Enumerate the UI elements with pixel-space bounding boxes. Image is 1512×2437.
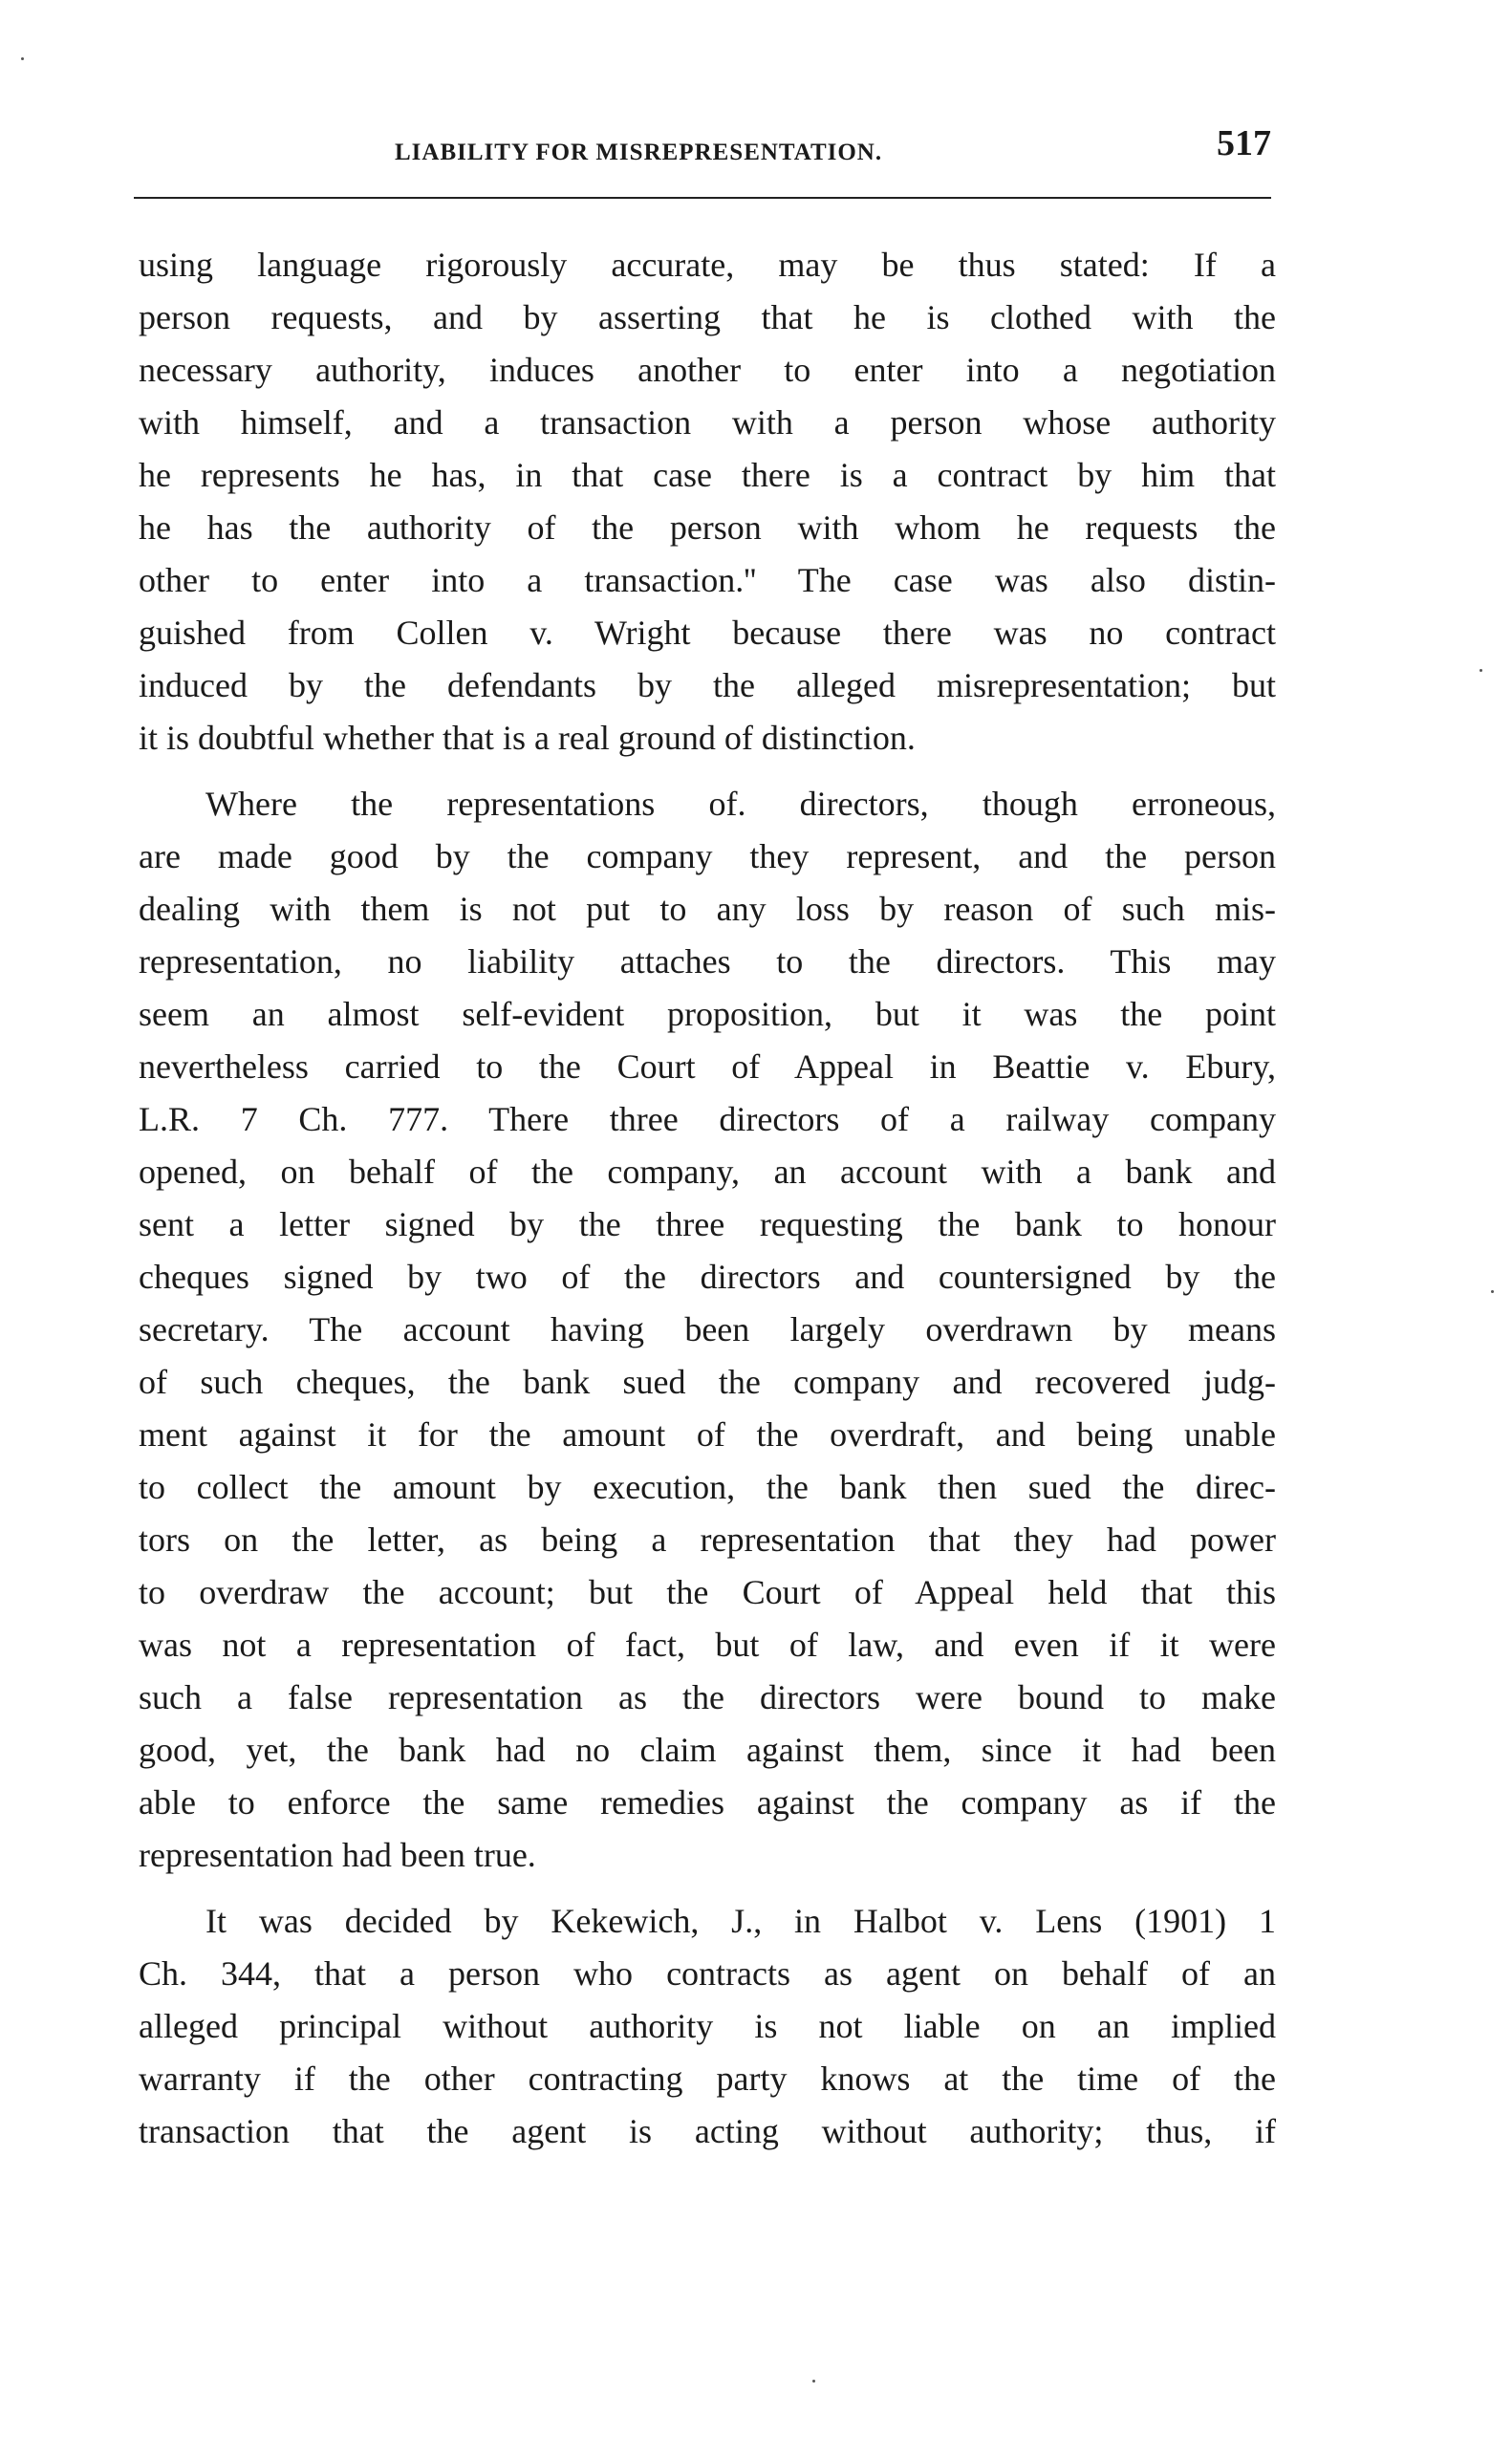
text-line: guished from Collen v. Wright because there was no contract xyxy=(139,614,1276,652)
text-line: to overdraw the account; but the Court of Appeal held that this xyxy=(139,1573,1276,1611)
text-line: he has the authority of the person with whom he requests the xyxy=(139,508,1276,547)
paragraph-gap xyxy=(139,765,1276,778)
scan-speck xyxy=(812,2380,815,2383)
text-line: of such cheques, the bank sued the company and recovered judg- xyxy=(139,1363,1276,1401)
text-line: was not a representation of fact, but of law, and even if it were xyxy=(139,1626,1276,1664)
paragraph-3 xyxy=(139,1895,1276,2158)
text-line: transaction that the agent is acting without authority; thus, if xyxy=(139,2112,1276,2150)
text-line: he represents he has, in that case there is a contract by him that xyxy=(139,456,1276,494)
text-line: representation had been true. xyxy=(139,1836,536,1874)
text-line: able to enforce the same remedies against the company as if the xyxy=(139,1783,1276,1822)
page-number: 517 xyxy=(1217,123,1271,163)
text-line: seem an almost self-evident proposition, but it was the point xyxy=(139,995,1276,1033)
text-line: other to enter into a transaction.'' The case was also distin- xyxy=(139,561,1276,599)
scan-speck xyxy=(1480,669,1482,672)
paragraph-gap xyxy=(139,1882,1276,1895)
text-line: secretary. The account having been largely overdrawn by means xyxy=(139,1310,1276,1348)
scan-speck xyxy=(21,57,24,60)
paragraph-1 xyxy=(139,239,1276,765)
scan-speck xyxy=(1491,1290,1494,1293)
text-line: induced by the defendants by the alleged misrepresentation; but xyxy=(139,666,1276,704)
text-line: dealing with them is not put to any loss by reason of such mis- xyxy=(139,890,1276,928)
text-line: to collect the amount by execution, the bank then sued the direc- xyxy=(139,1468,1276,1506)
text-line: alleged principal without authority is not liable on an implied xyxy=(139,2007,1276,2045)
text-line: good, yet, the bank had no claim against them, since it had been xyxy=(139,1731,1276,1769)
body-text xyxy=(139,239,1276,2158)
text-line: Ch. 344, that a person who contracts as agent on behalf of an xyxy=(139,1954,1276,1993)
text-line: sent a letter signed by the three requesting the bank to honour xyxy=(139,1205,1276,1243)
text-line: representation, no liability attaches to the directors. This may xyxy=(139,942,1276,981)
text-line: necessary authority, induces another to enter into a negotiation xyxy=(139,351,1276,389)
running-title: LIABILITY FOR MISREPRESENTATION. xyxy=(395,140,883,165)
text-line: are made good by the company they represent, and the person xyxy=(139,837,1276,875)
text-line: cheques signed by two of the directors and countersigned by the xyxy=(139,1258,1276,1296)
text-line: ment against it for the amount of the overdraft, and being unable xyxy=(139,1415,1276,1454)
text-line: with himself, and a transaction with a person whose authority xyxy=(139,403,1276,442)
text-line: using language rigorously accurate, may be thus stated: If a xyxy=(139,246,1276,284)
text-line: such a false representation as the directors were bound to make xyxy=(139,1678,1276,1716)
text-line: it is doubtful whether that is a real ground of distinction. xyxy=(139,719,916,757)
text-line: nevertheless carried to the Court of Appeal in Beattie v. Ebury, xyxy=(139,1047,1276,1086)
text-line: Where the representations of. directors, though erroneous, xyxy=(205,785,1276,823)
paragraph-2 xyxy=(139,778,1276,1882)
page-header xyxy=(139,115,1271,172)
header-rule xyxy=(134,197,1271,199)
text-line: L.R. 7 Ch. 777. There three directors of a railway company xyxy=(139,1100,1276,1138)
text-line: warranty if the other contracting party knows at the time of the xyxy=(139,2060,1276,2098)
text-line: It was decided by Kekewich, J., in Halbot v. Lens (1901) 1 xyxy=(205,1902,1276,1940)
text-line: person requests, and by asserting that he is clothed with the xyxy=(139,298,1276,336)
text-line: opened, on behalf of the company, an account with a bank and xyxy=(139,1153,1276,1191)
text-line: tors on the letter, as being a representation that they had power xyxy=(139,1520,1276,1559)
